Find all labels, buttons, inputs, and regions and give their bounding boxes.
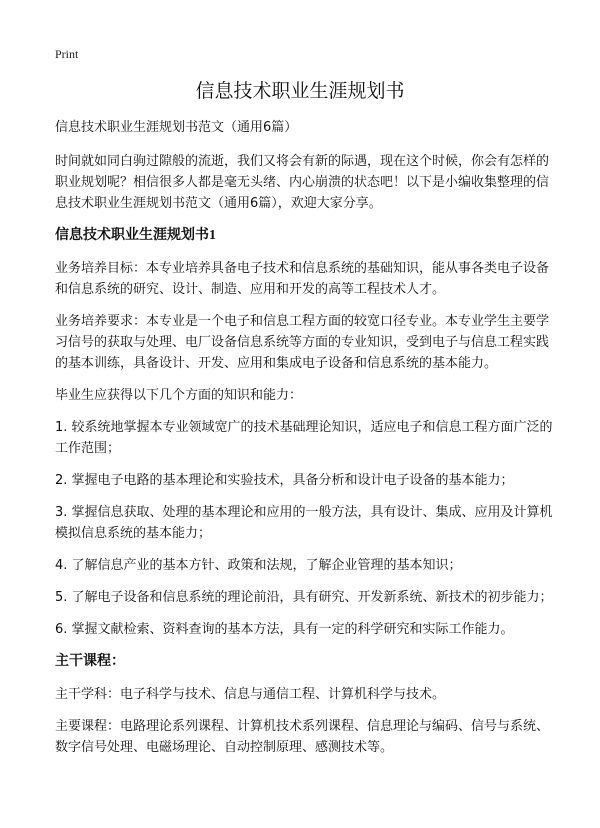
- article-subtitle: 信息技术职业生涯规划书范文（通用6篇）: [55, 120, 298, 135]
- courses-heading: 主干课程：: [55, 654, 125, 669]
- ability-item: 1. 较系统地掌握本专业领域宽广的技术基础理论知识，适应电子和信息工程方面广泛的工作范围；: [55, 420, 553, 456]
- goal-paragraph: 业务培养目标：本专业培养具备电子技术和信息系统的基础知识，能从事各类电子设备和信息系统的研究、设计、制造、应用和开发的高等工程技术人才。: [55, 261, 550, 297]
- intro-paragraph: 时间就如同白驹过隙般的流逝，我们又将会有新的际遇，现在这个时候，你会有怎样的职业规划呢？相信很多人都是毫无头绪、内心崩溃的状态吧！以下是小编收集整理的信息技术职业生涯规划书范文（通用6篇），欢迎大家分享。: [55, 154, 550, 211]
- ability-item: 2. 掌握电子电路的基本理论和实验技术，具备分析和设计电子设备的基本能力；: [55, 473, 514, 488]
- main-courses-paragraph: 主要课程：电路理论系列课程、计算机技术系列课程、信息理论与编码、信号与系统、数字信号处理、电磁场理论、自动控制原理、感测技术等。: [55, 719, 550, 755]
- ability-item: 6. 掌握文献检索、资料查询的基本方法，具有一定的科学研究和实际工作能力。: [55, 622, 514, 637]
- ability-item: 5. 了解电子设备和信息系统的理论前沿，具有研究、开发新系统、新技术的初步能力；: [55, 590, 553, 605]
- requirement-paragraph: 业务培养要求：本专业是一个电子和信息工程方面的较宽口径专业。本专业学生主要学习信号的获取与处理、电厂设备信息系统等方面的专业知识，受到电子与信息工程实践的基本训练，具备设计、开发、应用和集成电子设备和信息系统的基本能力。: [55, 314, 550, 371]
- ability-item: 4. 了解信息产业的基本方针、政策和法规，了解企业管理的基本知识；: [55, 558, 462, 573]
- page-title: 信息技术职业生涯规划书: [195, 80, 405, 102]
- print-link[interactable]: Print: [55, 47, 79, 61]
- ability-item: 3. 掌握信息获取、处理的基本理论和应用的一般方法，具有设计、集成、应用及计算机模拟信息系统的基本能力；: [55, 505, 553, 541]
- main-subjects-paragraph: 主干学科：电子科学与技术、信息与通信工程、计算机科学与技术。: [55, 687, 446, 702]
- article-body: [55, 117, 555, 768]
- section-heading: 信息技术职业生涯规划书1: [55, 228, 216, 243]
- abilities-intro: 毕业生应获得以下几个方面的知识和能力：: [55, 388, 303, 403]
